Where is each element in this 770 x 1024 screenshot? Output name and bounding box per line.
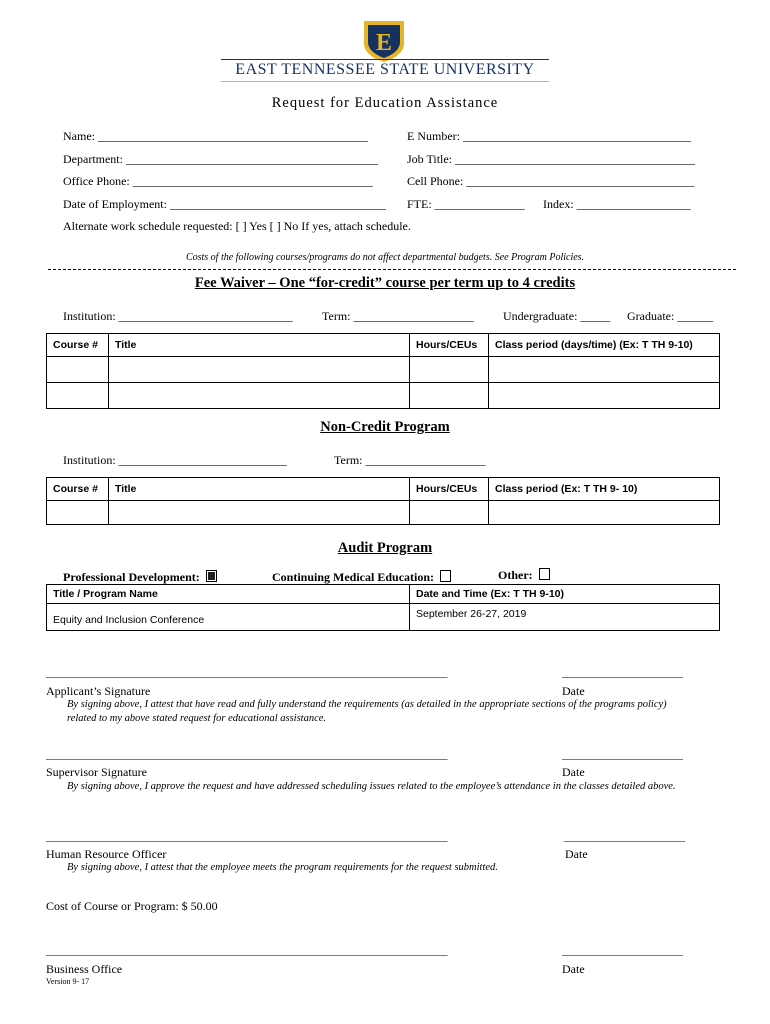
applicant-date-label: Date [562, 684, 585, 698]
applicant-note: By signing above, I attest that have read and fully understand the requirements (as detailed in the appropriate sections of the programs policy) related to my above stated request for educational assistance. [67, 699, 667, 724]
version-label: Version 9- 17 [46, 977, 90, 986]
business-signature-line[interactable]: _________________________________________________________________________ [46, 945, 448, 957]
applicant-signature-label: Applicant’s Signature [46, 684, 151, 698]
business-office-label: Business Office [46, 962, 123, 976]
nc-institution-field[interactable]: Institution: ____________________________ [63, 453, 287, 467]
form-title: Request for Education Assistance [271, 95, 499, 111]
professional-development-option[interactable] [63, 570, 217, 585]
col-date-time: Date and Time (Ex: T TH 9-10) [410, 585, 720, 604]
logo-rule-gold [221, 81, 549, 82]
supervisor-date-line[interactable]: ______________________ [562, 749, 683, 761]
table-row[interactable] [47, 383, 720, 409]
name-field[interactable]: Name: _____________________________________________ [63, 129, 368, 143]
other-label: Other: [498, 568, 533, 582]
professional-development-checkbox[interactable] [206, 570, 217, 582]
fte-field[interactable]: FTE: _______________ [407, 197, 525, 211]
office-phone-field[interactable]: Office Phone: ________________________________________ [63, 174, 373, 188]
hr-date-label: Date [565, 847, 588, 861]
continuing-medical-option[interactable] [272, 570, 451, 585]
date-of-employment-field[interactable]: Date of Employment: ____________________________________ [63, 197, 386, 211]
svg-text:E: E [375, 30, 393, 56]
table-header-row [47, 478, 720, 501]
col-class-period: Class period (days/time) (Ex: T TH 9-10) [489, 334, 720, 357]
fee-institution-field[interactable]: Institution: _____________________________ [63, 309, 293, 323]
audit-heading: Audit Program [337, 540, 433, 556]
col-program-name: Title / Program Name [47, 585, 410, 604]
logo-rule [221, 59, 549, 60]
supervisor-signature-line[interactable]: _________________________________________________________________________ [46, 749, 448, 761]
col-title: Title [109, 334, 410, 357]
supervisor-date-label: Date [562, 765, 585, 779]
e-number-field[interactable]: E Number: ______________________________________ [407, 129, 691, 143]
continuing-medical-label: Continuing Medical Education: [272, 570, 435, 584]
nc-term-field[interactable]: Term: ____________________ [334, 453, 486, 467]
cell-phone-field[interactable]: Cell Phone: ______________________________________ [407, 174, 695, 188]
col-hours: Hours/CEUs [410, 478, 489, 501]
hr-note: By signing above, I attest that the employee meets the program requirements for the request submitted. [67, 862, 498, 873]
applicant-date-line[interactable]: ______________________ [562, 667, 683, 679]
cost-field[interactable]: Cost of Course or Program: $ 50.00 [46, 899, 218, 913]
col-hours: Hours/CEUs [410, 334, 489, 357]
department-field[interactable]: Department: __________________________________________ [63, 152, 378, 166]
cost-note: Costs of the following courses/programs do not affect departmental budgets. See Program Policies. [185, 252, 585, 263]
supervisor-note: By signing above, I approve the request and have addressed scheduling issues related to the employee’s attendance in the classes detailed above. [67, 781, 676, 792]
hr-signature-line[interactable]: _________________________________________________________________________ [46, 831, 448, 843]
audit-table [46, 584, 720, 631]
alt-schedule-field[interactable]: Alternate work schedule requested: [ ] Yes [ ] No If yes, attach schedule. [63, 219, 411, 233]
non-credit-table [46, 477, 720, 525]
table-row[interactable] [47, 604, 720, 631]
col-title: Title [109, 478, 410, 501]
other-option[interactable] [498, 568, 550, 583]
fee-term-field[interactable]: Term: ____________________ [322, 309, 474, 323]
university-name: EAST TENNESSEE STATE UNIVERSITY [235, 61, 535, 78]
fee-waiver-heading: Fee Waiver – One “for-credit” course per term up to 4 credits [194, 275, 576, 291]
undergraduate-field[interactable]: Undergraduate: _____ [503, 309, 611, 323]
non-credit-heading: Non-Credit Program [320, 419, 450, 435]
other-checkbox[interactable] [539, 568, 550, 580]
graduate-field[interactable]: Graduate: ______ [627, 309, 714, 323]
table-header-row [47, 585, 720, 604]
table-header-row [47, 334, 720, 357]
fee-waiver-table [46, 333, 720, 409]
business-date-label: Date [562, 962, 585, 976]
program-name-cell[interactable]: Equity and Inclusion Conference [47, 604, 410, 631]
col-course-number: Course # [47, 478, 109, 501]
col-course-number: Course # [47, 334, 109, 357]
col-class-period: Class period (Ex: T TH 9- 10) [489, 478, 720, 501]
hr-date-line[interactable]: ______________________ [564, 831, 685, 843]
business-date-line[interactable]: ______________________ [562, 945, 683, 957]
date-time-cell[interactable]: September 26-27, 2019 [410, 604, 720, 631]
supervisor-signature-label: Supervisor Signature [46, 765, 147, 779]
job-title-field[interactable]: Job Title: ________________________________________ [407, 152, 696, 166]
hr-signature-label: Human Resource Officer [46, 847, 167, 861]
professional-development-label: Professional Development: [63, 570, 200, 584]
table-row[interactable] [47, 357, 720, 383]
continuing-medical-checkbox[interactable] [440, 570, 451, 582]
applicant-signature-line[interactable]: _________________________________________________________________________ [46, 667, 448, 679]
table-row[interactable] [47, 501, 720, 525]
dashed-divider [48, 269, 736, 270]
shield-logo-icon [362, 19, 406, 63]
index-field[interactable]: Index: ___________________ [543, 197, 691, 211]
